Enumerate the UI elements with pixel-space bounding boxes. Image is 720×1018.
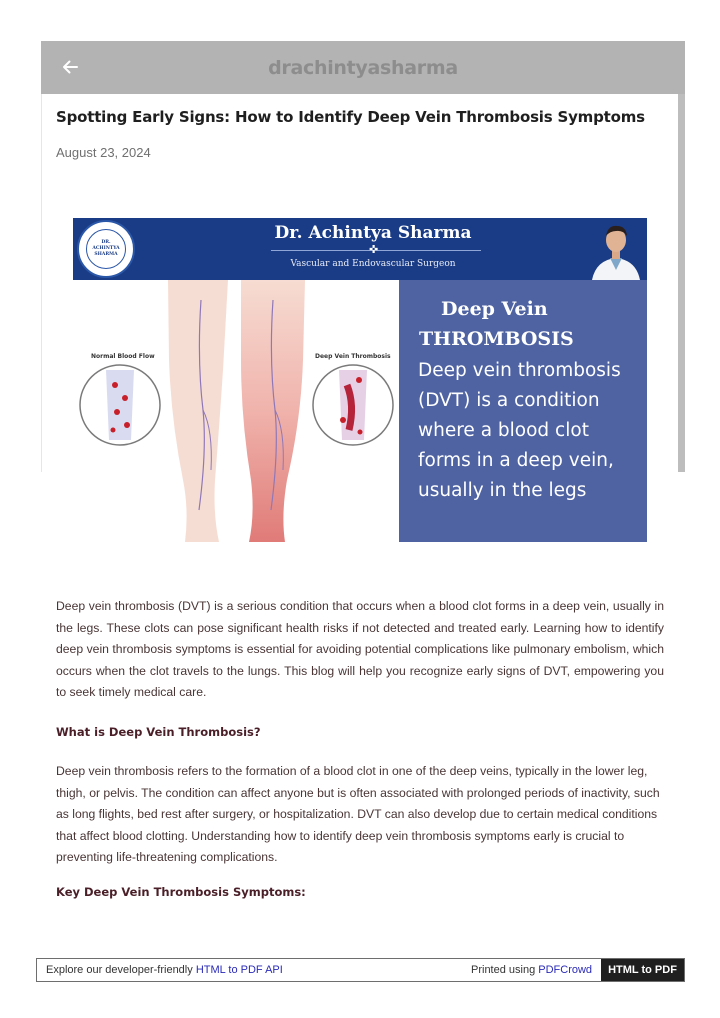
arrow-left-icon [61, 58, 79, 76]
footer-left-text: Explore our developer-friendly [46, 964, 196, 976]
panel-heading [419, 294, 639, 354]
clinic-seal-logo [77, 220, 135, 278]
footer-left [46, 964, 283, 976]
app-bar [41, 41, 685, 94]
hero-banner [73, 218, 647, 280]
medical-cross-icon: ✜ [369, 244, 379, 256]
pdf-footer [36, 958, 685, 982]
label-deep-vein-thrombosis: Deep Vein Thrombosis [315, 353, 391, 360]
section-heading-what-is-dvt: What is Deep Vein Thrombosis? [56, 725, 261, 739]
footer-right-text: Printed using [471, 964, 539, 976]
html-to-pdf-button[interactable]: HTML to PDF [601, 959, 684, 981]
panel-body: Deep vein thrombosis (DVT) is a condition where a blood clot forms in a deep vein, usually in the legs [418, 360, 621, 501]
html-to-pdf-api-link[interactable]: HTML to PDF API [195, 964, 283, 976]
hero-image [73, 218, 647, 542]
dvt-info-panel [399, 280, 647, 542]
label-normal-blood-flow: Normal Blood Flow [91, 353, 155, 360]
intro-paragraph: Deep vein thrombosis (DVT) is a serious condition that occurs when a blood clot forms in a deep vein, usually in the legs. These clots can pose significant health risks if not detected and treated early. Learning how to identify deep vein thrombosis symptoms is essential for avoiding potential complications like pulmonary embolism, which occurs when the clot travels to the lungs. This blog will help you recognize early signs of DVT, empowering you to seek timely medical care. [56, 599, 664, 700]
back-button[interactable] [57, 54, 83, 80]
panel-heading-line-2: THROMBOSIS [419, 328, 574, 350]
site-title[interactable]: drachintyasharma [268, 56, 458, 79]
post-title: Spotting Early Signs: How to Identify Deep Vein Thrombosis Symptoms [56, 108, 645, 126]
card-edge [41, 94, 42, 472]
seal-text: DR. ACHINTYA SHARMA [86, 229, 126, 269]
panel-heading-line-1: Deep Vein [441, 298, 548, 320]
scrollbar[interactable] [678, 94, 685, 472]
dvt-definition-paragraph: Deep vein thrombosis refers to the formation of a blood clot in one of the deep veins, typically in the lower leg, thigh, or pelvis. The condition can affect anyone but is often associated with prolonged periods of inactivity, such as long flights, bed rest after surgery, or hospitalization. DVT can also develop due to certain medical conditions that affect blood clotting. Understanding how to identify deep vein thrombosis symptoms early is crucial to preventing life-threatening complications. [56, 764, 660, 865]
doctor-portrait [590, 220, 642, 280]
section-heading-key-symptoms: Key Deep Vein Thrombosis Symptoms: [56, 885, 306, 899]
doctor-name: Dr. Achintya Sharma [274, 223, 472, 243]
pdfcrowd-link[interactable]: PDFCrowd [538, 964, 593, 976]
doctor-role: Vascular and Endovascular Surgeon [290, 259, 456, 269]
leg-illustration [73, 280, 399, 542]
post-date: August 23, 2024 [56, 145, 151, 160]
footer-right [471, 964, 592, 976]
